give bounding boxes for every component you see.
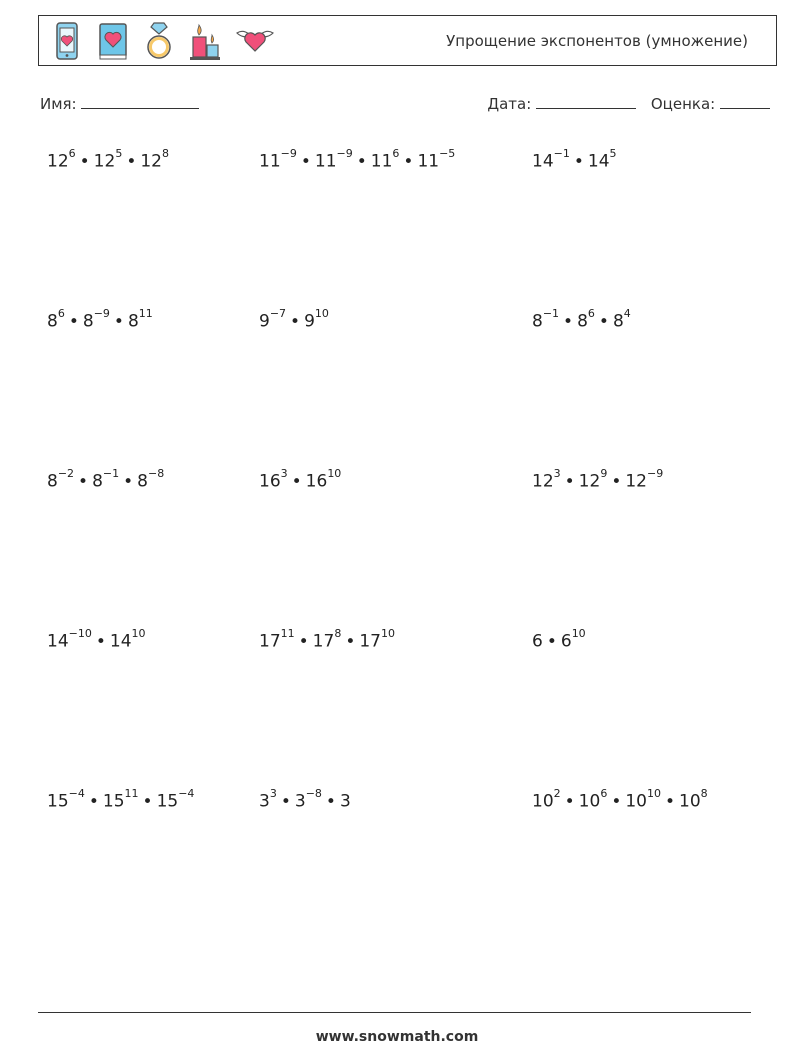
phone-heart-icon	[49, 19, 85, 63]
problem-4: $8^6$ • $8^{-9}$ • $8^{11}$	[47, 307, 153, 332]
problem-9: $12^3$ • $12^9$ • $12^{-9}$	[532, 467, 664, 492]
date-label: Дата:	[487, 95, 532, 113]
grade-label: Оценка:	[650, 95, 716, 113]
problem-1: $12^6$ • $12^5$ • $12^8$	[47, 147, 169, 172]
footer-divider	[38, 1012, 751, 1013]
name-label: Имя:	[40, 95, 77, 113]
problem-11: $17^{11}$ • $17^8$ • $17^{10}$	[259, 627, 395, 652]
header-icons	[49, 19, 269, 63]
worksheet-title: Упрощение экспонентов (умножение)	[446, 32, 748, 50]
winged-heart-icon	[233, 19, 269, 63]
name-field	[40, 94, 199, 113]
problem-6: $8^{-1}$ • $8^6$ • $8^4$	[532, 307, 631, 332]
date-grade-fields	[487, 94, 770, 113]
worksheet-header	[38, 15, 777, 66]
problem-2: $11^{-9}$ • $11^{-9}$ • $11^6$ • $11^{-5}$	[259, 147, 456, 172]
problem-7: $8^{-2}$ • $8^{-1}$ • $8^{-8}$	[47, 467, 165, 492]
problem-3: $14^{-1}$ • $14^5$	[532, 147, 617, 172]
footer-website: www.snowmath.com	[315, 1029, 479, 1045]
heart-book-icon	[95, 19, 131, 63]
problem-12: 6 • $6^{10}$	[532, 627, 586, 652]
name-blank[interactable]	[81, 94, 199, 109]
problem-14: $3^3$ • $3^{-8}$ • 3	[259, 787, 351, 812]
problem-13: $15^{-4}$ • $15^{11}$ • $15^{-4}$	[47, 787, 195, 812]
problem-8: $16^3$ • $16^{10}$	[259, 467, 342, 492]
diamond-ring-icon	[141, 19, 177, 63]
problem-5: $9^{-7}$ • $9^{10}$	[259, 307, 329, 332]
problem-10: $14^{-10}$ • $14^{10}$	[47, 627, 146, 652]
grade-blank[interactable]	[720, 94, 770, 109]
date-blank[interactable]	[536, 94, 636, 109]
candles-icon	[187, 19, 223, 63]
problem-15: $10^2$ • $10^6$ • $10^{10}$ • $10^8$	[532, 787, 708, 812]
